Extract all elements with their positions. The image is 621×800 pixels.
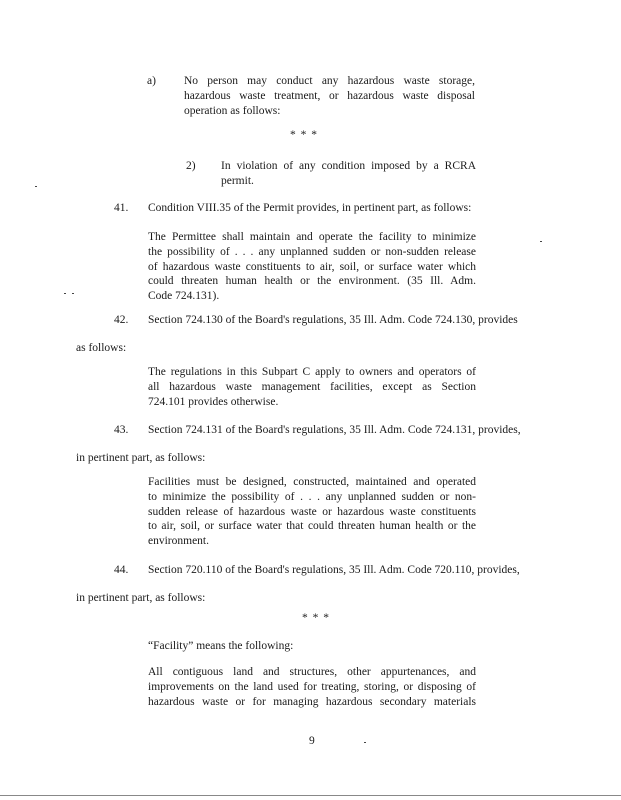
para-42-text: Section 724.130 of the Board's regulations, 35 Ill. Adm. Code 724.130, provides — [148, 314, 518, 326]
quote-line: sudden release of hazardous waste or hazardous waste constituents — [148, 505, 476, 518]
quote-line: improvements on the land used for treating, storing, or disposing of — [148, 680, 476, 693]
quote-line: Code 724.131). — [148, 290, 220, 303]
para-42-quote — [148, 365, 476, 409]
para-43-text: Section 724.131 of the Board's regulations, 35 Ill. Adm. Code 724.131, provides, — [148, 424, 521, 436]
quote-line: could threaten human health or the environment. (35 Ill. Adm. — [148, 275, 476, 288]
definition-heading: “Facility” means the following: — [148, 640, 294, 652]
item-2-line: In violation of any condition imposed by a RCRA — [221, 160, 476, 172]
page-number: 9 — [309, 735, 315, 747]
para-43-quote — [148, 475, 476, 549]
quote-line: The regulations in this Subpart C apply to owners and operators of — [148, 366, 476, 378]
item-a-label: a) — [147, 75, 156, 87]
item-2-line: permit. — [221, 174, 254, 187]
page-bottom-edge — [0, 795, 621, 796]
quote-line: all hazardous waste management facilities, except as Section — [148, 380, 476, 393]
quote-line: Facilities must be designed, constructed, maintained and operated — [148, 476, 476, 488]
quote-line: 724.101 provides otherwise. — [148, 395, 279, 408]
quote-line: environment. — [148, 535, 209, 548]
para-44-number: 44. — [114, 564, 129, 576]
para-42-continuation: as follows: — [76, 342, 127, 354]
item-2-label: 2) — [186, 160, 196, 172]
para-43-continuation: in pertinent part, as follows: — [76, 452, 206, 464]
quote-line: All contiguous land and structures, other appurtenances, and — [148, 666, 476, 678]
quote-line: The Permittee shall maintain and operate the facility to minimize — [148, 231, 476, 243]
ellipsis-separator: * * * — [290, 129, 318, 141]
item-2-text — [221, 159, 476, 189]
para-41-text: Condition VIII.35 of the Permit provides, in pertinent part, as follows: — [148, 202, 472, 214]
para-44-text: Section 720.110 of the Board's regulations, 35 Ill. Adm. Code 720.110, provides, — [148, 564, 520, 576]
item-a-line: hazardous waste treatment, or hazardous waste disposal — [184, 89, 475, 102]
para-44-continuation: in pertinent part, as follows: — [76, 592, 206, 604]
para-42-number: 42. — [114, 314, 129, 326]
ellipsis-separator: * * * — [302, 612, 330, 624]
item-a-line: operation as follows: — [184, 104, 281, 117]
quote-line: to minimize the possibility of . . . any unplanned sudden or non- — [148, 490, 476, 503]
para-41-quote — [148, 230, 476, 304]
quote-line: the possibility of . . . any unplanned sudden or non-sudden release — [148, 245, 476, 258]
quote-line: of hazardous waste constituents to air, soil, or surface water which — [148, 260, 476, 273]
para-41-number: 41. — [114, 202, 129, 214]
para-44-quote — [148, 665, 476, 709]
item-a-text — [184, 74, 475, 118]
quote-line: hazardous waste or for managing hazardous secondary materials — [148, 695, 476, 708]
para-43-number: 43. — [114, 424, 129, 436]
item-a-line: No person may conduct any hazardous waste storage, — [184, 75, 475, 87]
quote-line: to air, soil, or surface water that could threaten human health or the — [148, 520, 476, 533]
